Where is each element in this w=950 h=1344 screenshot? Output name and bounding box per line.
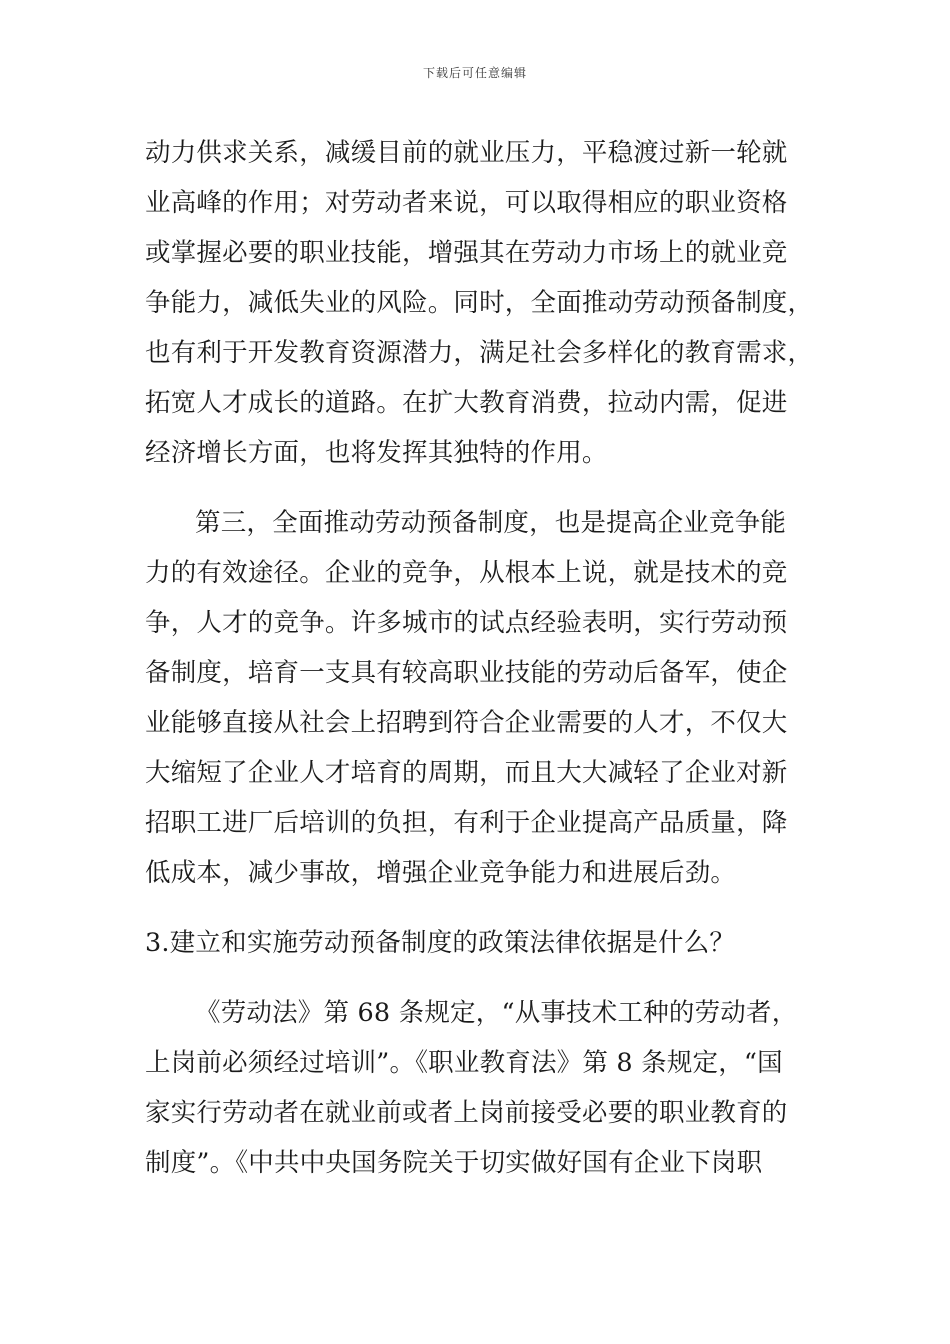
text-line: 制度”。《中共中央国务院关于切实做好国有企业下岗职 — [145, 1148, 763, 1178]
text-line: 争能力，减低失业的风险。同时，全面推动劳动预备制度， — [145, 288, 814, 318]
paragraph-2 — [145, 498, 805, 898]
text-line: 业高峰的作用；对劳动者来说，可以取得相应的职业资格 — [145, 188, 788, 218]
text-line: 争，人才的竞争。许多城市的试点经验表明，实行劳动预 — [145, 608, 788, 638]
section-heading — [145, 918, 805, 968]
paragraph-1 — [145, 128, 814, 478]
text-line: 经济增长方面，也将发挥其独特的作用。 — [145, 438, 608, 468]
text-line: 家实行劳动者在就业前或者上岗前接受必要的职业教育的 — [145, 1098, 788, 1128]
text-line: 动力供求关系，减缓目前的就业压力，平稳渡过新一轮就 — [145, 138, 788, 168]
text-line: 拓宽人才成长的道路。在扩大教育消费，拉动内需，促进 — [145, 388, 788, 418]
page-header: 下载后可任意编辑 — [422, 66, 527, 80]
text-line: 第三，全面推动劳动预备制度，也是提高企业竞争能 — [195, 508, 787, 538]
document-body — [145, 128, 814, 1188]
paragraph-3 — [145, 988, 805, 1188]
text-line: 业能够直接从社会上招聘到符合企业需要的人才，不仅大 — [145, 708, 788, 738]
heading-line: 3.建立和实施劳动预备制度的政策法律依据是什么？ — [145, 928, 736, 958]
text-line: 大缩短了企业人才培育的周期，而且大大减轻了企业对新 — [145, 758, 788, 788]
text-line: 或掌握必要的职业技能，增强其在劳动力市场上的就业竞 — [145, 238, 788, 268]
text-line: 力的有效途径。企业的竞争，从根本上说，就是技术的竞 — [145, 558, 788, 588]
text-line: 招职工进厂后培训的负担，有利于企业提高产品质量，降 — [145, 808, 788, 838]
text-line: 低成本，减少事故，增强企业竞争能力和进展后劲。 — [145, 858, 737, 888]
text-line: 也有利于开发教育资源潜力，满足社会多样化的教育需求， — [145, 338, 814, 368]
text-line: 《劳动法》第 68 条规定，“从事技术工种的劳动者， — [195, 998, 798, 1028]
text-line: 备制度，培育一支具有较高职业技能的劳动后备军，使企 — [145, 658, 788, 688]
text-line: 上岗前必须经过培训”。《职业教育法》第 8 条规定，“国 — [145, 1048, 783, 1078]
